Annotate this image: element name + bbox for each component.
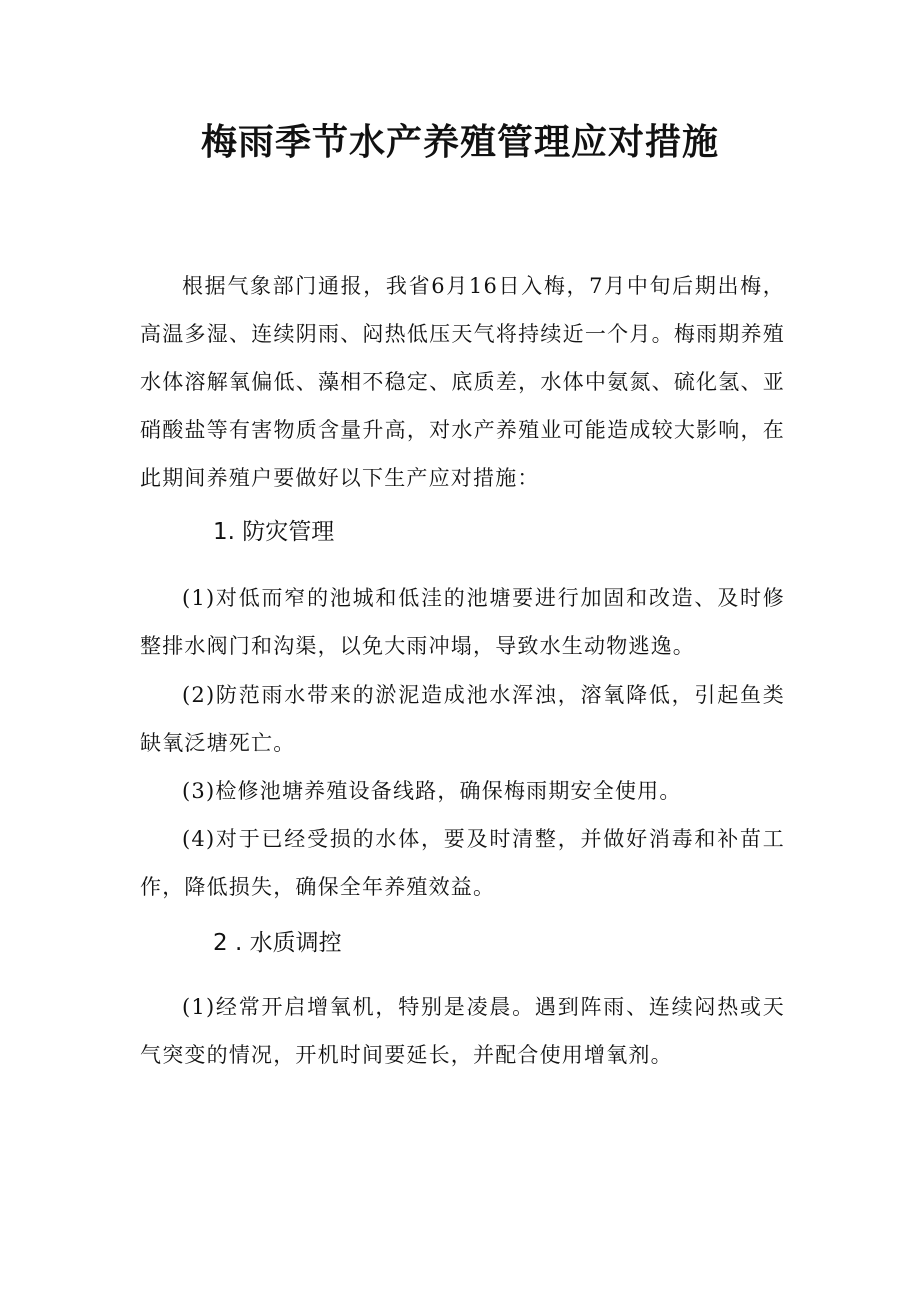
list-item: (2)防范雨水带来的淤泥造成池水浑浊，溶氧降低，引起鱼类缺氧泛塘死亡。 [140,683,785,755]
list-item: (1)对低而窄的池城和低洼的池塘要进行加固和改造、及时修整排水阀门和沟渠，以免大雨冲塌，导致水生动物逃逸。 [140,586,785,658]
section-heading-water-quality: 2 . 水质调控 [213,930,342,956]
section-heading-disaster-prevention: 1. 防灾管理 [213,519,335,545]
intro-paragraph: 根据气象部门通报，我省6月16日入梅，7月中旬后期出梅，高温多湿、连续阴雨、闷热低压天气将持续近一个月。梅雨期养殖水体溶解氧偏低、藻相不稳定、底质差，水体中氨氮、硫化氢、亚硝酸盐等有害物质含量升高，对水产养殖业可能造成较大影响，在此期间养殖户要做好以下生产应对措施： [140,274,785,490]
document-title: 梅雨季节水产养殖管理应对措施 [200,122,719,163]
list-item: (1)经常开启增氧机，特别是凌晨。遇到阵雨、连续闷热或天气突变的情况，开机时间要延长，并配合使用增氧剂。 [140,995,785,1067]
list-item: (3)检修池塘养殖设备线路，确保梅雨期安全使用。 [182,779,682,803]
list-item: (4)对于已经受损的水体，要及时清整，并做好消毒和补苗工作，降低损失，确保全年养殖效益。 [140,827,785,899]
